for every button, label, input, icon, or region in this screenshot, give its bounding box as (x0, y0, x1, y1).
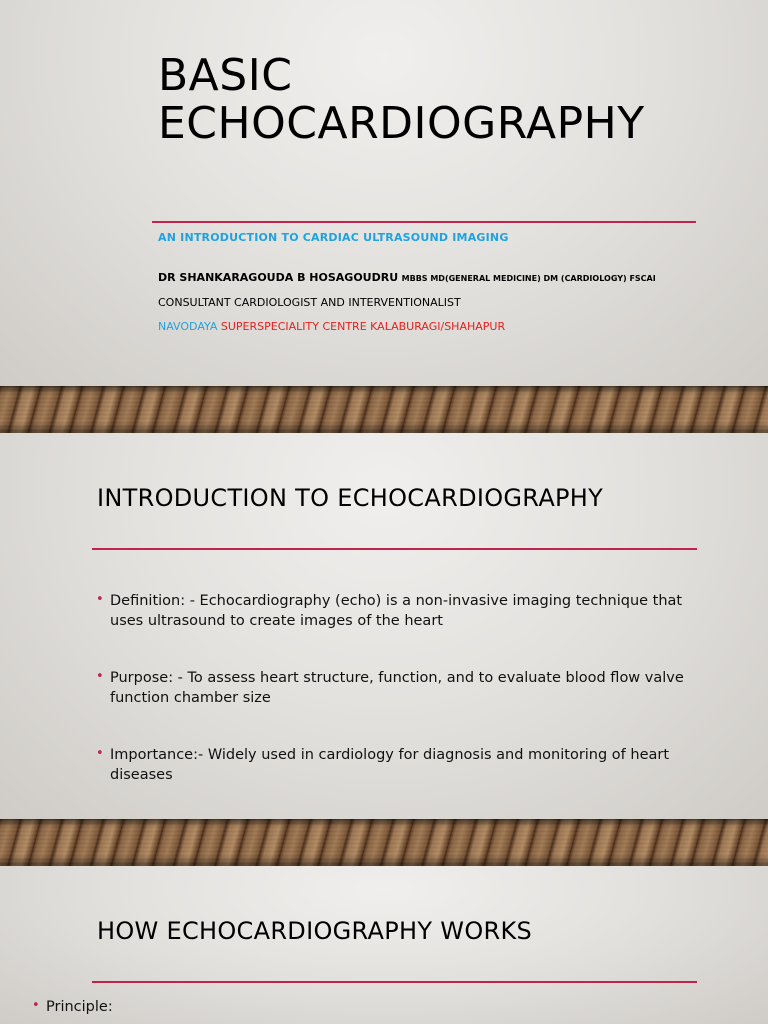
author-line (158, 271, 656, 284)
title-line-1: BASIC (158, 50, 293, 101)
institution-line (158, 320, 505, 333)
bullet-list (96, 591, 696, 819)
list-item (32, 999, 113, 1015)
list-item (96, 668, 696, 708)
title-slide (0, 0, 768, 386)
author-role: CONSULTANT CARDIOLOGIST AND INTERVENTIONALIST (158, 296, 461, 309)
wood-floor-divider (0, 819, 768, 866)
presentation-subtitle: AN INTRODUCTION TO CARDIAC ULTRASOUND IMAGING (158, 231, 509, 244)
bullet-icon: • (96, 746, 104, 761)
list-item (96, 591, 696, 631)
bullet-icon: • (96, 592, 104, 607)
institution-name-part2: SUPERSPECIALITY CENTRE KALABURAGI/SHAHAPUR (220, 320, 506, 333)
title-divider (152, 221, 696, 223)
bullet-text-definition: Definition: - Echocardiography (echo) is a non-invasive imaging technique that uses ultrasound to create images of the heart (110, 593, 683, 629)
presentation-title (158, 52, 645, 148)
heading-divider (92, 981, 697, 983)
slide-heading: INTRODUCTION TO ECHOCARDIOGRAPHY (97, 484, 604, 512)
heading-divider (92, 548, 697, 550)
slide-heading: HOW ECHOCARDIOGRAPHY WORKS (97, 917, 533, 945)
author-qualifications: MBBS MD(GENERAL MEDICINE) DM (CARDIOLOGY) FSCAI (401, 274, 656, 283)
author-name: DR SHANKARAGOUDA B HOSAGOUDRU (158, 271, 399, 284)
bullet-icon: • (32, 998, 40, 1013)
title-line-2: ECHOCARDIOGRAPHY (158, 98, 645, 149)
list-item (96, 745, 696, 785)
wood-floor-divider (0, 386, 768, 433)
how-it-works-slide (0, 866, 768, 1024)
bullet-text-purpose: Purpose: - To assess heart structure, function, and to evaluate blood flow valve function chamber size (110, 670, 684, 706)
bullet-text-importance: Importance:- Widely used in cardiology for diagnosis and monitoring of heart diseases (110, 747, 670, 783)
institution-name-part1: NAVODAYA (158, 320, 218, 333)
bullet-icon: • (96, 669, 104, 684)
introduction-slide (0, 433, 768, 819)
bullet-text-principle: Principle: (46, 999, 113, 1015)
